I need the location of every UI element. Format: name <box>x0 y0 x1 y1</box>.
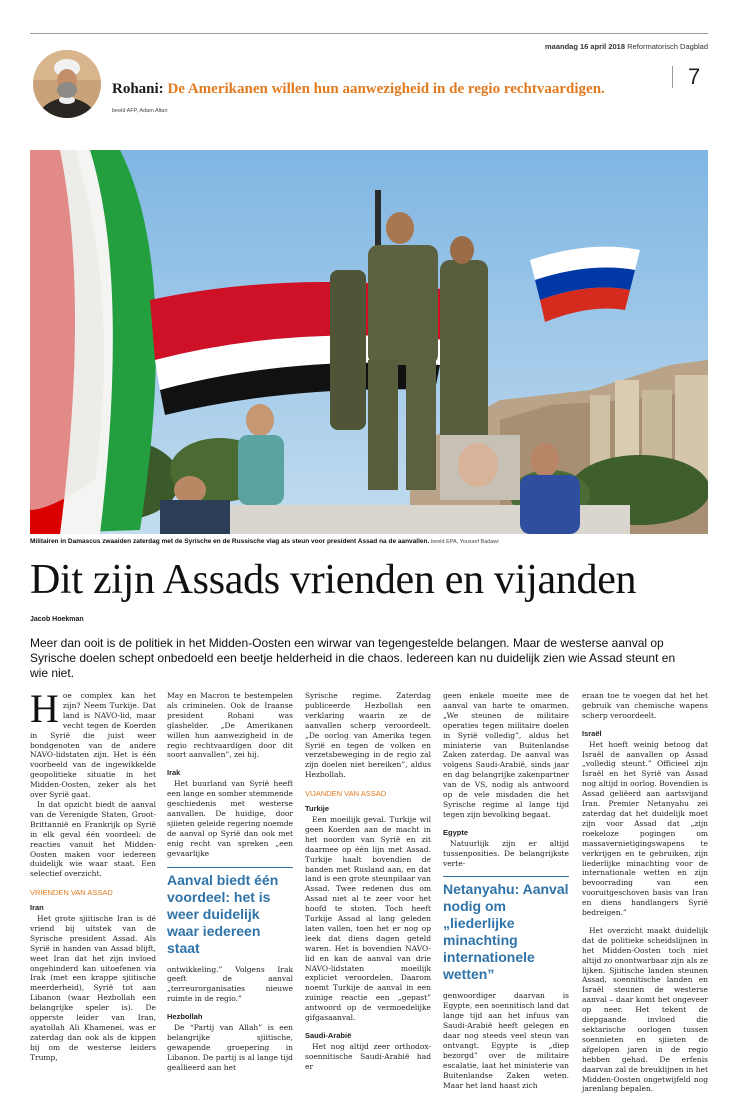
main-photo <box>30 150 708 534</box>
article-column-5 <box>582 691 708 1094</box>
body-paragraph: oe complex kan het zijn? Neem Turkije. Dat land is NAVO-lid, maar vecht tegen de Koerden in Syrië die juist weer bondgenoten van de andere NAVO-lidstaten zijn. Het is één voorbeeld van de ingewikkelde geopolitieke situatie in het Midden-Oosten, zeker als het over Syrië gaat. <box>30 691 156 800</box>
caption-credit: beeld EPA, Youssef Badawi <box>431 539 499 545</box>
body-paragraph: ontwikkeling.” Volgens Irak geeft de aanval „terreurorganisaties nieuwe ruimte in de regio.” <box>167 964 293 1004</box>
body-paragraph: Het grote sjiitische Iran is dé vriend bij uitstek van de Syrische president Assad. Als Syrië in handen van Assad blijft, weet Iran dat het zijn invloed ongehinderd kan uitoefenen via Irak (met een krappe sjiitische meerderheid), Syrië tot aan Libanon (waar Hezbollah een belangrijke speler is). De opperste leider van Iran, ayatollah Ali Khamenei, was er zaterdag dan ook als de kippen bij om de westerse leiders Trump, <box>30 914 156 1062</box>
pull-quote-netanyahu: Netanyahu: Aanval nodig om „liederlijke minachting internationele wetten” <box>443 876 569 983</box>
article-lead: Meer dan ooit is de politiek in het Midden-Oosten een wirwar van tegengestelde belangen. Maar de westerse aanval op Syrische doelen schept onbedoeld een beetje helderheid in die chaos. Iedereen kan nu duidelijk zien wie Assad steunt en wie niet. <box>30 636 676 680</box>
subheading-saudi-arabia: Saudi-Arabië <box>305 1031 352 1040</box>
rohani-portrait <box>33 50 101 118</box>
body-paragraph: eraan toe te voegen dat het het gebruik van chemische wapens scherp veroordeelt. <box>582 691 708 720</box>
body-paragraph: Natuurlijk zijn er altijd tussenposities. De belangrijkste verte- <box>443 838 569 868</box>
top-rule <box>30 33 708 34</box>
article-column-3 <box>305 691 431 1072</box>
subheading-turkije: Turkije <box>305 804 330 814</box>
body-paragraph: geen enkele moeite mee de aanval van harte te omarmen. „We steunen de militaire operaties tegen militaire doelen in Syrië volledig”, aldus het ministerie van Buitenlandse Zaken zaterdag. De aanval was volgens Saudi-Arabië, sinds jaar en dag belangrijke zakenpartner van de VS, nodig als antwoord op de vele misdaden die het Syrische regime al lange tijd tegen zijn bevolking begaat. <box>443 691 569 819</box>
article-column-2 <box>167 691 293 1073</box>
paper-name: Reformatorisch Dagblad <box>627 42 708 51</box>
page-number: 7 <box>688 64 701 89</box>
date-text: maandag 16 april 2018 <box>544 42 626 51</box>
body-paragraph: Het overzicht maakt duidelijk dat de politieke scheidslijnen in het Midden-Oosten toch niet altijd zo onontwarbaar zijn als ze lijken. Sjiitische landen steunen Assad, soennitische landen en Israël steunen de westerse aanval – daar komt het ongeveer op neer. Het tekent de diepgaande invloed die sektarische oorlogen tussen soennieten en sjiieten de afgelopen jaren in de regio hebben gehad. De erfenis daarvan zal de breuklijnen in het Midden-Oosten ongetwijfeld nog jarenlang bepalen. <box>582 925 708 1094</box>
subheading-iran: Iran <box>30 903 44 913</box>
subheading-egypte: Egypte <box>443 827 469 837</box>
article-column-1 <box>30 686 156 1063</box>
page-header-date <box>545 42 708 51</box>
page-number-divider <box>672 66 673 88</box>
body-paragraph: Het hoeft weinig betoog dat Israël de aanvallen op Assad „volledig steunt.” Officieel zijn Israël en het Syrië van Assad nog altijd in oorlog. Bovendien is Assad geliëerd aan aartsvijand Iran. Premier Netanyahu zei zaterdag dat het duidelijk moet zijn voor Assad dat „zijn roekeloze pogingen om massavernietigingswapens te verkrijgen en te gebruiken, zijn liederlijke minachting voor de internationale wetten en zijn bevoorrading van een vooruitgeschoven basis van Iran en diens handlangers Syrië bedreigen.” <box>582 739 708 918</box>
subheading-hezbollah: Hezbollah <box>167 1012 203 1022</box>
subheading-irak: Irak <box>167 768 181 778</box>
quote-text: De Amerikanen willen hun aanwezigheid in de regio rechtvaardigen. <box>167 81 605 97</box>
drop-cap: H <box>30 686 59 731</box>
body-paragraph: De “Partij van Allah” is een belangrijke sjiitische, gewapende groepering in Libanon. De partij is al lange tijd geallieerd aan het <box>167 1023 293 1072</box>
section-heading-enemies: VIJANDEN VAN ASSAD <box>305 789 387 799</box>
article-headline: Dit zijn Assads vrienden en vijanden <box>30 557 637 603</box>
photo-caption <box>30 538 708 545</box>
caption-text: Militairen in Damascus zwaaiden zaterdag met de Syrische en de Russische vlag als steun voor president Assad na de aanvallen. <box>30 538 430 545</box>
article-author: Jacob Hoekman <box>30 616 84 623</box>
body-paragraph: genwoordiger daarvan is Egypte, een soennitisch land dat lange tijd aan het infuus van Saudi-Arabië heeft gelegen en daar nog steeds veel steun van ontvangt. Egypte is „diep bezorgd” over de militaire escalatie, laat het ministerie van Buitenlandse Zaken weten. Maar het land haast zich <box>443 991 569 1090</box>
section-heading-friends: VRIENDEN VAN ASSAD <box>30 888 113 898</box>
body-paragraph: Een moeilijk geval. Turkije wil geen Koerden aan de macht in het noorden van Syrië en zit daarmee op één lijn met Assad. Turkije haalt bovendien de banden met Rusland aan, en dat land is een grote steunpilaar van Assad. Twee redenen dus om Assad niet al te zeer voor het hoofd te stoten. Toch heeft Turkije Assad al lang geleden laten vallen, toen het er nog op leek dat diens dagen geteld waren. Het is bovendien NAVO-lid en kan de aanval van drie NAVO-lidstaten moeilijk expliciet veroordelen. Daarom noemt Turkije de aanval in een zuinige reactie een „gepast” antwoord op de vermoedelijke gifgasaanval. <box>305 814 431 1023</box>
body-paragraph: May en Macron te bestempelen als criminelen. Ook de Iraanse president Rohani was glashelder. „De Amerikanen willen hun aanwezigheid in de regio rechtvaardigen door dit soort aanvallen”, zei hij. <box>167 691 293 760</box>
pull-quote-rohani <box>112 81 605 98</box>
body-paragraph: Het nog altijd zeer orthodox-soennitische Saudi-Arabië had er <box>305 1041 431 1071</box>
body-paragraph: Syrische regime. Zaterdag publiceerde Hezbollah een verklaring waarin ze de aanvallen scherp veroordeelt. „De oorlog van Amerika tegen Syrië en tegen de volken en verzetsbeweging in de regio zal zijn doelen niet bereiken”, aldus Hezbollah. <box>305 691 431 780</box>
quote-speaker: Rohani: <box>112 81 164 97</box>
portrait-credit: beeld AFP, Adam Altan <box>112 108 168 114</box>
body-paragraph: Het buurland van Syrië heeft een lange en somber stemmende geschiedenis met westerse aanvallen. De huidige, door sjiieten geleide regering noemde de aanval op Syrië dan ook met enig recht van spreken „een gevaarlijke <box>167 779 293 858</box>
body-paragraph: In dat opzicht biedt de aanval van de Verenigde Staten, Groot-Brittannië en Frankrijk op Syrië in elk geval één voordeel: de reacties vanuit het Midden-Oosten maken voor iedereen duidelijk wie waar staat. Een selectief overzicht. <box>30 799 156 879</box>
article-column-4 <box>443 691 569 1090</box>
pull-quote-advantage: Aanval biedt één voordeel: het is weer duidelijk waar iedereen staat <box>167 867 293 957</box>
subheading-israel: Israël <box>582 728 602 738</box>
